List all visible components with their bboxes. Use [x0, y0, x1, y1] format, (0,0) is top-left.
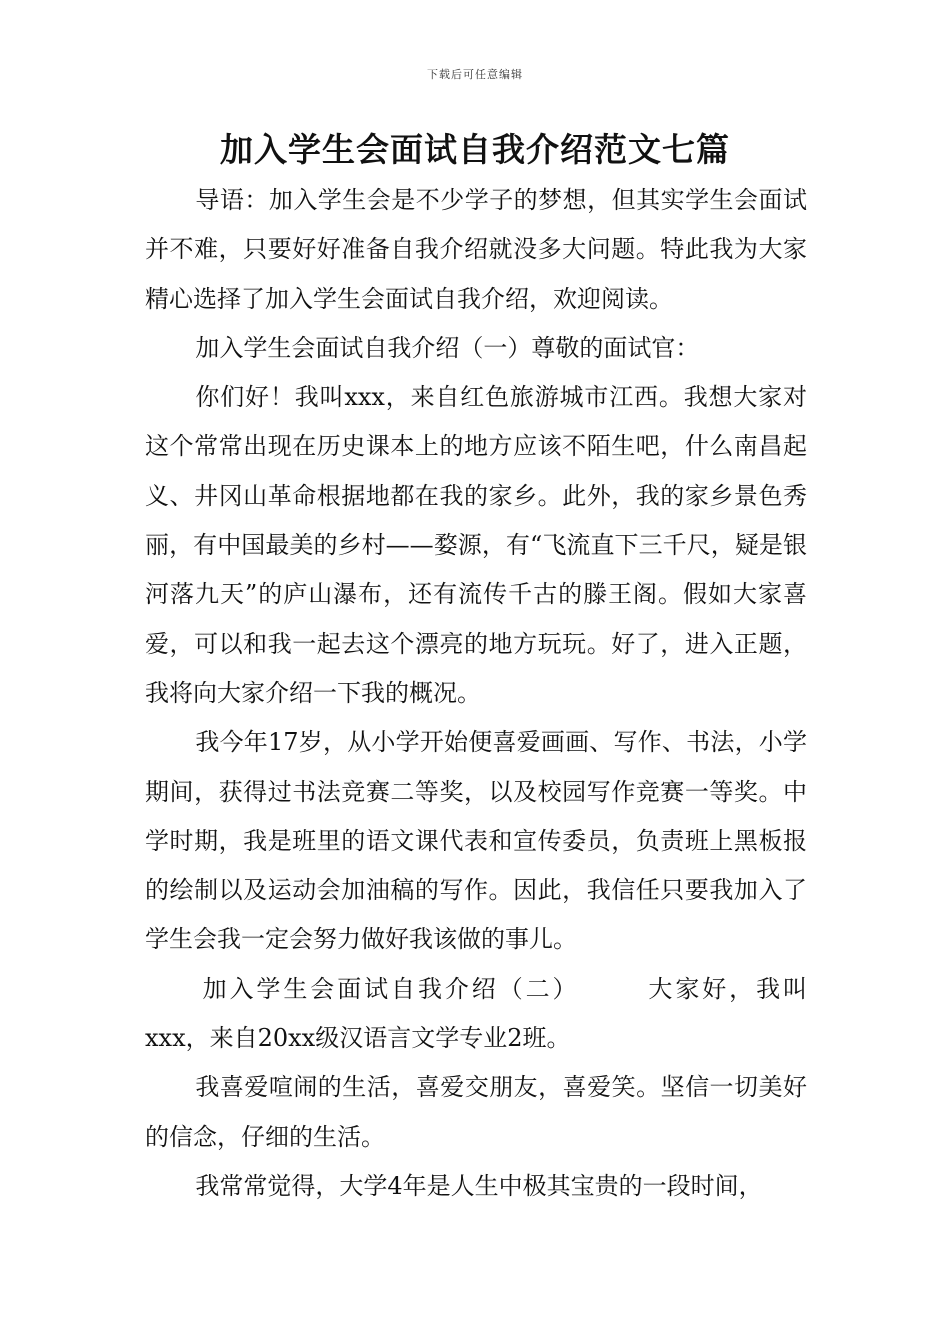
- paragraph-hometown: 你们好！我叫xxx，来自红色旅游城市江西。我想大家对这个常常出现在历史课本上的地方应该不陌生吧，什么南昌起义、井冈山革命根据地都在我的家乡。此外，我的家乡景色秀丽，有中国最美的乡村——婺源，有“飞流直下三千尺，疑是银河落九天”的庐山瀑布，还有流传千古的滕王阁。假如大家喜爱，可以和我一起去这个漂亮的地方玩玩。好了，进入正题，我将向大家介绍一下我的概况。: [145, 383, 807, 707]
- section-two-heading: 加入学生会面试自我介绍（二）: [202, 974, 580, 1003]
- paragraph-university: 我常常觉得，大学4年是人生中极其宝贵的一段时间，: [195, 1171, 763, 1200]
- document-body: [145, 176, 807, 1211]
- document-title: 加入学生会面试自我介绍范文七篇: [220, 130, 730, 169]
- paragraph-section-two: [145, 965, 807, 1064]
- paragraph-personality: 我喜爱喧闹的生活，喜爱交朋友，喜爱笑。坚信一切美好的信念，仔细的生活。: [145, 1073, 807, 1151]
- paragraph-section-one-heading: 加入学生会面试自我介绍（一）尊敬的面试官：: [195, 333, 700, 362]
- paragraph-background: 我今年17岁，从小学开始便喜爱画画、写作、书法，小学期间，获得过书法竞赛二等奖，以及校园写作竞赛一等奖。中学时期，我是班里的语文课代表和宣传委员，负责班上黑板报的绘制以及运动会加油稿的写作。因此，我信任只要我加入了学生会我一定会努力做好我该做的事儿。: [145, 728, 807, 954]
- paragraph-intro: 导语：加入学生会是不少学子的梦想，但其实学生会面试并不难，只要好好准备自我介绍就没多大问题。特此我为大家精心选择了加入学生会面试自我介绍，欢迎阅读。: [145, 186, 807, 313]
- header-note: 下载后可任意编辑: [427, 68, 523, 81]
- section-two-text: 大家好，我叫xxx，来自20xx级汉语言文学专业2班。: [145, 974, 808, 1053]
